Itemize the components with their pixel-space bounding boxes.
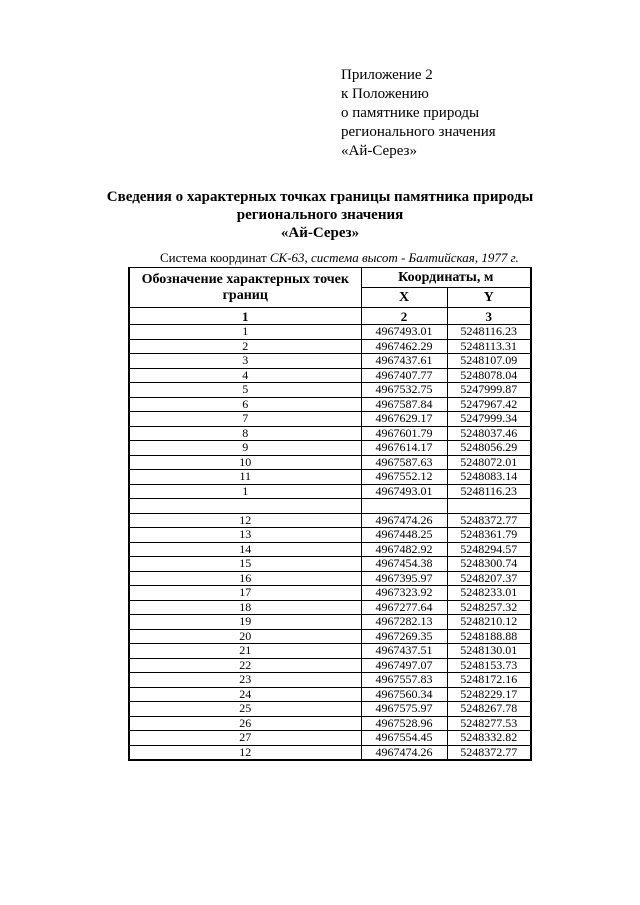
coordinates-table bbox=[128, 267, 532, 761]
point-number-cell: 9 bbox=[129, 441, 361, 456]
point-number-cell: 1 bbox=[129, 484, 361, 499]
point-number-cell: 15 bbox=[129, 557, 361, 572]
title-line: Сведения о характерных точках границы памятника природы bbox=[106, 189, 534, 205]
x-coordinate-cell: 4967277.64 bbox=[361, 600, 447, 615]
x-coordinate-cell: 4967437.51 bbox=[361, 644, 447, 659]
x-coordinate-cell: 4967557.83 bbox=[361, 673, 447, 688]
y-coordinate-cell: 5248188.88 bbox=[447, 629, 531, 644]
y-coordinate-cell: 5248294.57 bbox=[447, 542, 531, 557]
point-number-cell: 6 bbox=[129, 397, 361, 412]
y-coordinate-cell: 5248300.74 bbox=[447, 557, 531, 572]
point-number-cell: 12 bbox=[129, 745, 361, 760]
y-coordinate-cell: 5248267.78 bbox=[447, 702, 531, 717]
column-number: 1 bbox=[129, 308, 361, 325]
table-row bbox=[129, 499, 531, 514]
y-coordinate-cell: 5248153.73 bbox=[447, 658, 531, 673]
header-y: Y bbox=[447, 288, 531, 308]
point-number-cell: 11 bbox=[129, 470, 361, 485]
table-row bbox=[129, 426, 531, 441]
title-line: «Ай-Серез» bbox=[280, 225, 360, 241]
y-coordinate-cell: 5248116.23 bbox=[447, 325, 531, 340]
x-coordinate-cell: 4967493.01 bbox=[361, 325, 447, 340]
point-number-cell: 3 bbox=[129, 354, 361, 369]
x-coordinate-cell: 4967282.13 bbox=[361, 615, 447, 630]
x-coordinate-cell: 4967407.77 bbox=[361, 368, 447, 383]
x-coordinate-cell: 4967269.35 bbox=[361, 629, 447, 644]
table-row bbox=[129, 745, 531, 760]
appendix-reference bbox=[341, 66, 496, 161]
x-coordinate-cell: 4967462.29 bbox=[361, 339, 447, 354]
point-number-cell: 4 bbox=[129, 368, 361, 383]
appendix-line: «Ай-Серез» bbox=[341, 143, 417, 159]
y-coordinate-cell: 5247999.87 bbox=[447, 383, 531, 398]
appendix-line: регионального значения bbox=[341, 124, 496, 140]
table-row bbox=[129, 513, 531, 528]
y-coordinate-cell: 5247999.34 bbox=[447, 412, 531, 427]
table-row bbox=[129, 644, 531, 659]
y-coordinate-cell: 5248113.31 bbox=[447, 339, 531, 354]
table-row bbox=[129, 412, 531, 427]
point-number-cell: 18 bbox=[129, 600, 361, 615]
x-coordinate-cell: 4967532.75 bbox=[361, 383, 447, 398]
table-row bbox=[129, 658, 531, 673]
table-row bbox=[129, 368, 531, 383]
y-coordinate-cell: 5248372.77 bbox=[447, 745, 531, 760]
point-number-cell: 26 bbox=[129, 716, 361, 731]
x-coordinate-cell: 4967587.84 bbox=[361, 397, 447, 412]
point-number-cell bbox=[129, 499, 361, 514]
point-number-cell: 21 bbox=[129, 644, 361, 659]
x-coordinate-cell: 4967395.97 bbox=[361, 571, 447, 586]
header-x: X bbox=[361, 288, 447, 308]
appendix-line: о памятнике природы bbox=[341, 105, 480, 121]
point-number-cell: 5 bbox=[129, 383, 361, 398]
x-coordinate-cell: 4967437.61 bbox=[361, 354, 447, 369]
point-number-cell: 1 bbox=[129, 325, 361, 340]
x-coordinate-cell: 4967552.12 bbox=[361, 470, 447, 485]
table-row bbox=[129, 455, 531, 470]
point-number-cell: 14 bbox=[129, 542, 361, 557]
x-coordinate-cell: 4967482.92 bbox=[361, 542, 447, 557]
x-coordinate-cell: 4967474.26 bbox=[361, 513, 447, 528]
y-coordinate-cell: 5248083.14 bbox=[447, 470, 531, 485]
x-coordinate-cell: 4967601.79 bbox=[361, 426, 447, 441]
point-number-cell: 24 bbox=[129, 687, 361, 702]
appendix-line: Приложение 2 bbox=[341, 67, 433, 83]
table-row bbox=[129, 629, 531, 644]
point-number-cell: 25 bbox=[129, 702, 361, 717]
point-number-cell: 23 bbox=[129, 673, 361, 688]
x-coordinate-cell bbox=[361, 499, 447, 514]
coordinate-system-prefix: Система координат bbox=[160, 250, 270, 265]
y-coordinate-cell: 5248277.53 bbox=[447, 716, 531, 731]
point-number-cell: 7 bbox=[129, 412, 361, 427]
table-row bbox=[129, 325, 531, 340]
x-coordinate-cell: 4967560.34 bbox=[361, 687, 447, 702]
column-number: 3 bbox=[447, 308, 531, 325]
x-coordinate-cell: 4967587.63 bbox=[361, 455, 447, 470]
y-coordinate-cell: 5248372.77 bbox=[447, 513, 531, 528]
table-row bbox=[129, 441, 531, 456]
column-number: 2 bbox=[361, 308, 447, 325]
table-row bbox=[129, 586, 531, 601]
x-coordinate-cell: 4967614.17 bbox=[361, 441, 447, 456]
point-number-cell: 10 bbox=[129, 455, 361, 470]
table-row bbox=[129, 716, 531, 731]
x-coordinate-cell: 4967629.17 bbox=[361, 412, 447, 427]
y-coordinate-cell: 5248116.23 bbox=[447, 484, 531, 499]
y-coordinate-cell: 5248056.29 bbox=[447, 441, 531, 456]
table-body bbox=[129, 325, 531, 761]
table-row bbox=[129, 673, 531, 688]
y-coordinate-cell: 5248257.32 bbox=[447, 600, 531, 615]
point-number-cell: 16 bbox=[129, 571, 361, 586]
header-coordinates: Координаты, м bbox=[361, 268, 531, 288]
x-coordinate-cell: 4967474.26 bbox=[361, 745, 447, 760]
header-point-designation: Обозначение характерных точек границ bbox=[129, 268, 361, 308]
table-row bbox=[129, 600, 531, 615]
table-row bbox=[129, 383, 531, 398]
point-number-cell: 8 bbox=[129, 426, 361, 441]
y-coordinate-cell: 5247967.42 bbox=[447, 397, 531, 412]
y-coordinate-cell: 5248107.09 bbox=[447, 354, 531, 369]
coordinate-system-caption bbox=[160, 251, 519, 265]
y-coordinate-cell: 5248229.17 bbox=[447, 687, 531, 702]
point-number-cell: 20 bbox=[129, 629, 361, 644]
y-coordinate-cell: 5248072.01 bbox=[447, 455, 531, 470]
y-coordinate-cell: 5248210.12 bbox=[447, 615, 531, 630]
point-number-cell: 13 bbox=[129, 528, 361, 543]
point-number-cell: 22 bbox=[129, 658, 361, 673]
x-coordinate-cell: 4967554.45 bbox=[361, 731, 447, 746]
table-row bbox=[129, 571, 531, 586]
table-row bbox=[129, 470, 531, 485]
point-number-cell: 19 bbox=[129, 615, 361, 630]
table-row bbox=[129, 339, 531, 354]
y-coordinate-cell: 5248037.46 bbox=[447, 426, 531, 441]
table-row bbox=[129, 731, 531, 746]
point-number-cell: 2 bbox=[129, 339, 361, 354]
y-coordinate-cell: 5248233.01 bbox=[447, 586, 531, 601]
point-number-cell: 17 bbox=[129, 586, 361, 601]
y-coordinate-cell bbox=[447, 499, 531, 514]
table-row bbox=[129, 557, 531, 572]
table-row bbox=[129, 528, 531, 543]
y-coordinate-cell: 5248332.82 bbox=[447, 731, 531, 746]
y-coordinate-cell: 5248361.79 bbox=[447, 528, 531, 543]
y-coordinate-cell: 5248172.16 bbox=[447, 673, 531, 688]
y-coordinate-cell: 5248207.37 bbox=[447, 571, 531, 586]
table-row bbox=[129, 615, 531, 630]
table-row bbox=[129, 397, 531, 412]
title-line: регионального значения bbox=[236, 207, 404, 223]
table-row bbox=[129, 687, 531, 702]
point-number-cell: 27 bbox=[129, 731, 361, 746]
x-coordinate-cell: 4967454.38 bbox=[361, 557, 447, 572]
appendix-line: к Положению bbox=[341, 86, 429, 102]
x-coordinate-cell: 4967493.01 bbox=[361, 484, 447, 499]
table-row bbox=[129, 484, 531, 499]
y-coordinate-cell: 5248078.04 bbox=[447, 368, 531, 383]
x-coordinate-cell: 4967448.25 bbox=[361, 528, 447, 543]
x-coordinate-cell: 4967323.92 bbox=[361, 586, 447, 601]
coordinate-system-italic: СК-63, система высот - Балтийская, 1977 г. bbox=[269, 250, 519, 265]
table-row bbox=[129, 702, 531, 717]
table-row bbox=[129, 354, 531, 369]
table-row bbox=[129, 542, 531, 557]
x-coordinate-cell: 4967575.97 bbox=[361, 702, 447, 717]
document-title bbox=[100, 188, 540, 242]
x-coordinate-cell: 4967497.07 bbox=[361, 658, 447, 673]
x-coordinate-cell: 4967528.96 bbox=[361, 716, 447, 731]
y-coordinate-cell: 5248130.01 bbox=[447, 644, 531, 659]
point-number-cell: 12 bbox=[129, 513, 361, 528]
